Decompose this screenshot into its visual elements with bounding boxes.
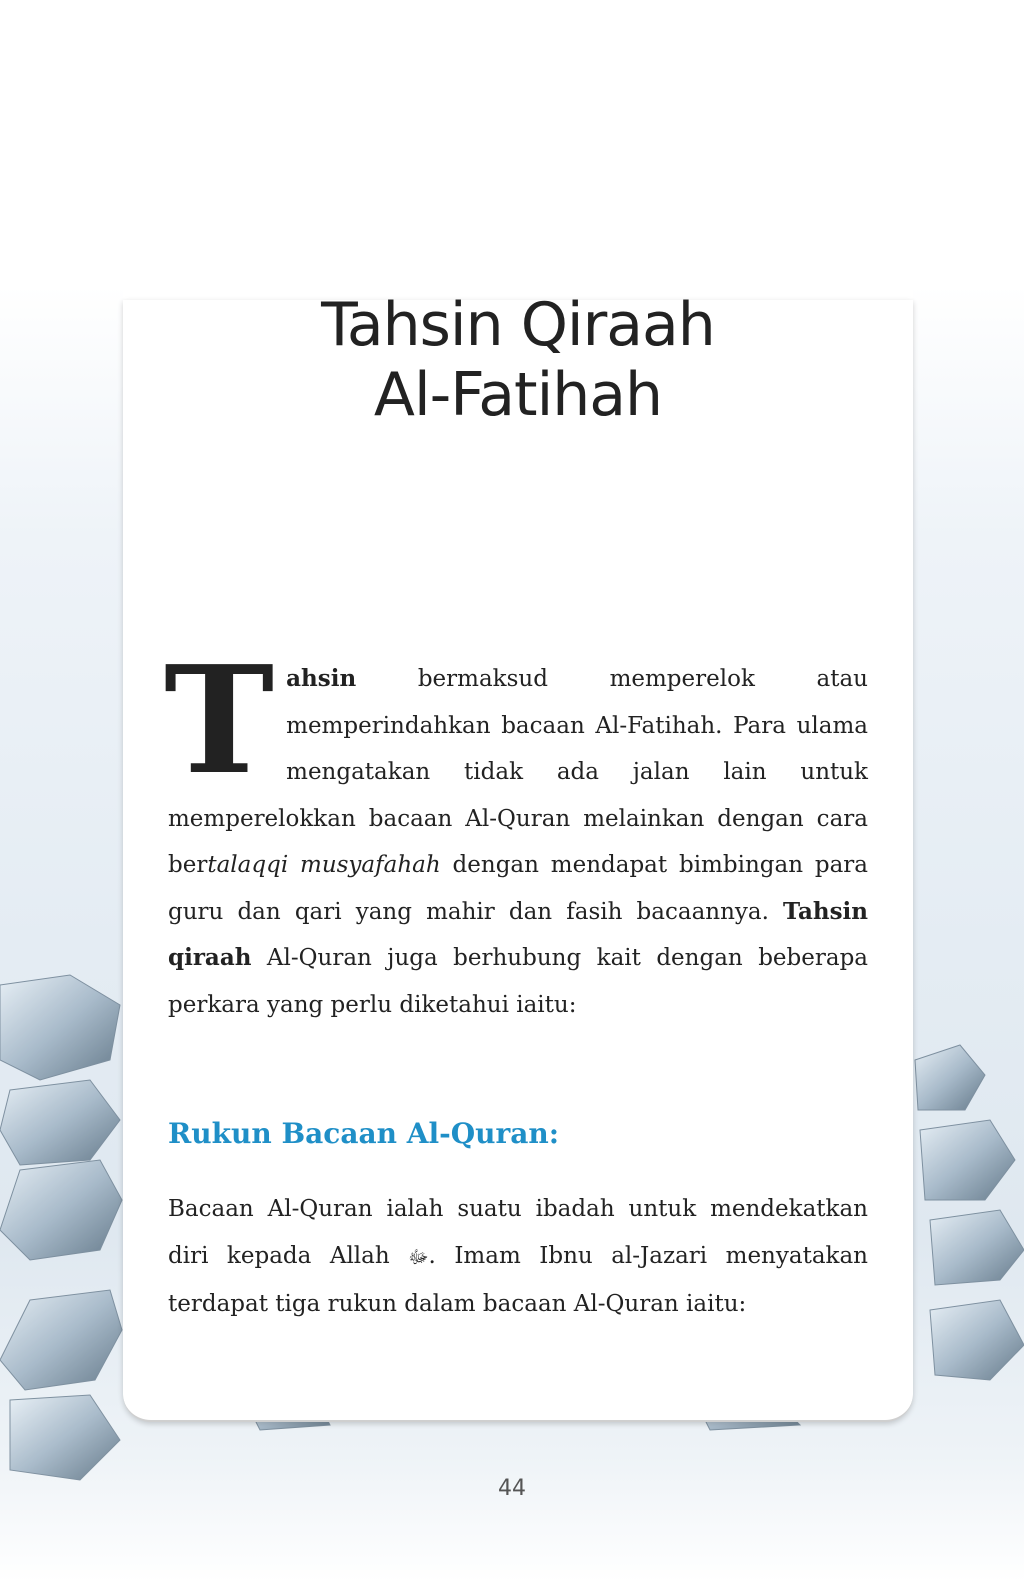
page-number: 44 — [498, 1476, 526, 1501]
title-line-1: Tahsin Qiraah — [321, 290, 715, 360]
page-title — [123, 290, 913, 430]
term-tahsin: ahsin — [286, 665, 357, 692]
intro-italic: talaqqi musyafahah — [207, 852, 441, 878]
term-tahsin-qiraah: Tahsin qiraah — [168, 897, 868, 971]
section-text-2: . Imam Ibnu al-Jazari menyatakan terdapat tiga rukun dalam bacaan Al-Quran iaitu: — [168, 1242, 868, 1317]
title-line-2: Al-Fatihah — [373, 360, 663, 430]
card-top — [123, 0, 913, 300]
section-text-1: Bacaan Al-Quran ialah suatu ibadah untuk mendekatkan diri kepada Allah — [168, 1196, 868, 1269]
intro-paragraph — [164, 633, 868, 1028]
drop-cap: T — [164, 633, 275, 807]
intro-text-1: bermaksud memperelok atau memperindahkan bacaan Al-Fatihah. Para ulama mengatakan tidak ada jalan lain untuk memperelokkan bacaan Al-Quran melainkan dengan cara ber — [168, 666, 868, 878]
honorific-glyph: ﷻ — [408, 1246, 429, 1268]
section-heading: Rukun Bacaan Al-Quran: — [168, 1117, 560, 1150]
intro-text-2: dengan mendapat bimbingan para guru dan qari yang mahir dan fasih bacaannya. — [168, 852, 868, 925]
section-paragraph — [168, 1186, 868, 1328]
intro-text-3: Al-Quran juga berhubung kait dengan beberapa perkara yang perlu diketahui iaitu: — [168, 945, 868, 1018]
